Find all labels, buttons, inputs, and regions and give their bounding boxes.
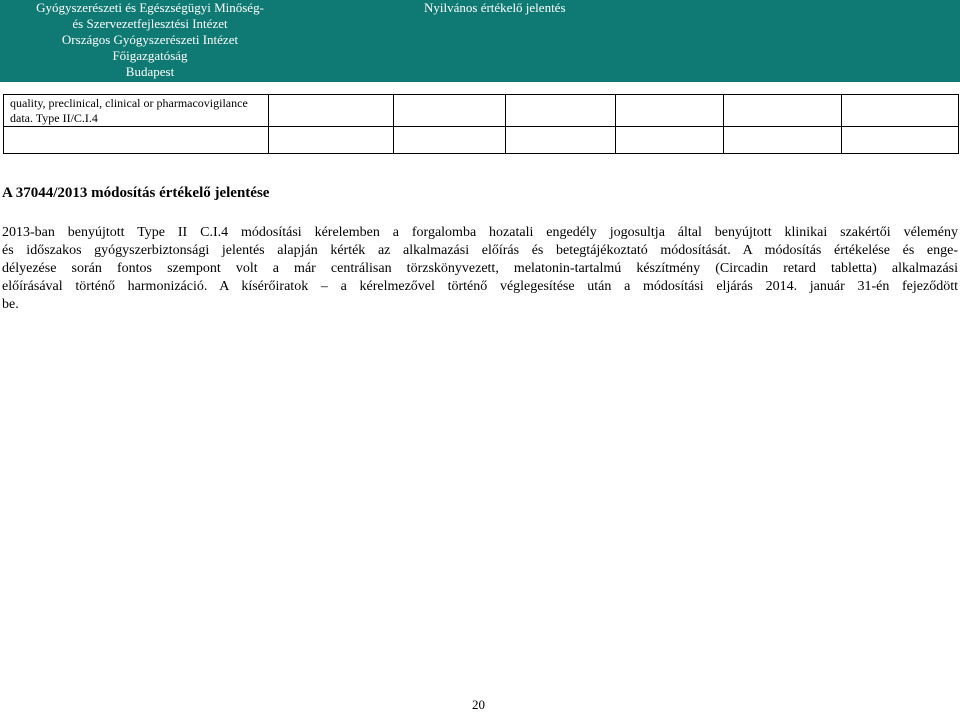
table-cell	[269, 127, 394, 154]
institute-name-line-5: Budapest	[125, 64, 175, 79]
body-line-4: előírásával történő harmonizáció. A kísérőiratok – a kérelmezővel történő véglegesítése után a módosítási eljárás 2014. január 31-én fejeződött	[2, 279, 958, 294]
section-body	[2, 224, 958, 314]
institute-name-line-4: Főigazgatóság	[112, 48, 188, 63]
table-cell	[724, 95, 842, 127]
table-row	[4, 127, 959, 154]
report-type-title: Nyilvános értékelő jelentés	[424, 0, 566, 15]
table-cell-type-description	[4, 95, 269, 127]
page-number: 20	[472, 697, 485, 712]
institute-name-line-3: Országos Gyógyszerészeti Intézet	[61, 32, 239, 47]
table-row	[4, 95, 959, 127]
body-line-1: 2013-ban benyújtott Type II C.I.4 módosítási kérelemben a forgalomba hozatali engedély jogosultja által benyújtott klinikai szakértői vélemény	[2, 225, 958, 240]
type-description-line-1: quality, preclinical, clinical or pharmacovigilance	[10, 96, 248, 110]
table-cell	[616, 127, 724, 154]
institute-name-block	[0, 0, 300, 80]
variation-type-table	[3, 94, 959, 154]
table-cell	[394, 127, 506, 154]
document-header	[0, 0, 960, 82]
table-cell	[506, 127, 616, 154]
body-line-3: délyezése során fontos szempont volt a már centrálisan törzskönyvezett, melatonin-tartalmú készítmény (Circadin retard tabletta) alkalmazási	[2, 261, 958, 276]
table-cell	[506, 95, 616, 127]
table-cell	[394, 95, 506, 127]
table-cell	[616, 95, 724, 127]
institute-name-line-2: és Szervezetfejlesztési Intézet	[72, 16, 228, 31]
table-cell	[724, 127, 842, 154]
table-cell	[4, 127, 269, 154]
institute-name-line-1: Gyógyszerészeti és Egészségügyi Minőség-	[36, 0, 264, 15]
table-cell	[842, 95, 959, 127]
body-line-5: be.	[2, 297, 19, 312]
type-description-line-2: data. Type II/C.I.4	[10, 111, 98, 125]
table-cell	[842, 127, 959, 154]
table-cell	[269, 95, 394, 127]
body-line-2: és időszakos gyógyszerbiztonsági jelentés alapján kérték az alkalmazási előírás és betegtájékoztató módosítását. A módosítás értékelése és enge-	[2, 243, 958, 258]
section-title: A 37044/2013 módosítás értékelő jelentése	[2, 185, 270, 201]
